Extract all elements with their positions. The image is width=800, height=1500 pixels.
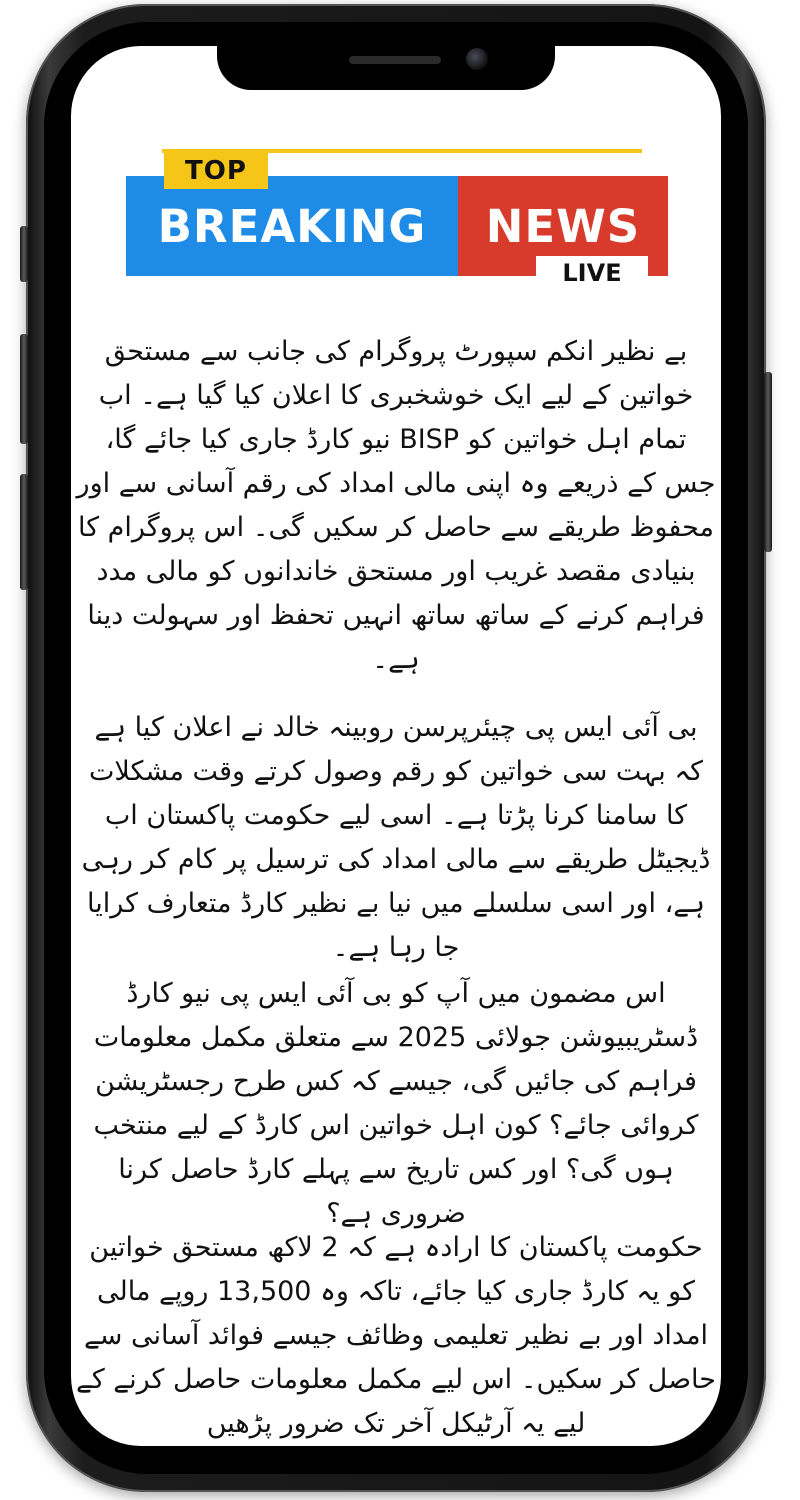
volume-down-button	[20, 474, 28, 590]
silent-switch	[20, 226, 28, 282]
volume-up-button	[20, 334, 28, 444]
banner-top-tag: TOP	[164, 153, 268, 189]
article-paragraph: اس مضمون میں آپ کو بی آئی ایس پی نیو کارڈ ڈسٹریبیوشن جولائی 2025 سے متعلق مکمل معلومات فراہم کی جائیں گی، جیسے کہ کس طرح رجسٹریشن کروائی جائے؟ کون اہل خواتین اس کارڈ کے لیے منتخب ہوں گی؟ اور کس تاریخ سے پہلے کارڈ حاصل کرنا ضروری ہے؟	[93, 978, 699, 1229]
notch	[217, 46, 555, 90]
front-camera-icon	[466, 48, 488, 70]
article-paragraph: بی آئی ایس پی چیئرپرسن روبینہ خالد نے اعلان کیا ہے کہ بہت سی خواتین کو رقم وصول کرتے وقت مشکلات کا سامنا کرنا پڑتا ہے۔ اسی لیے حکومت پاکستان اب ڈیجیٹل طریقے سے مالی امداد کی ترسیل پر کام کر رہی ہے، اور اسی سلسلے میں نیا بے نظیر کارڈ متعارف کرایا جا رہا ہے۔	[81, 712, 711, 963]
banner-breaking: BREAKING	[126, 176, 458, 276]
article-paragraph: حکومت پاکستان کا ارادہ ہے کہ 2 لاکھ مستحق خواتین کو یہ کارڈ جاری کیا جائے، تاکہ وہ 13,500 روپے مالی امداد اور بے نظیر تعلیمی وظائف جیسے فوائد آسانی سے حاصل کر سکیں۔ اس لیے مکمل معلومات حاصل کرنے کے لیے یہ آرٹیکل آخر تک ضرور پڑھیں	[76, 1232, 716, 1439]
banner-news: NEWS	[458, 176, 668, 276]
power-button	[764, 372, 772, 552]
banner-live-tag: LIVE	[536, 256, 648, 290]
article-paragraph: بے نظیر انکم سپورٹ پروگرام کی جانب سے مستحق خواتین کے لیے ایک خوشخبری کا اعلان کیا گیا ہے۔ اب تمام اہل خواتین کو BISP نیو کارڈ جاری کیا جائے گا، جس کے ذریعے وہ اپنی مالی امداد کی رقم آسانی سے اور محفوظ طریقے سے حاصل کر سکیں گی۔ اس پروگرام کا بنیادی مقصد غریب اور مستحق خاندانوں کو مالی مدد فراہم کرنے کے ساتھ ساتھ انہیں تحفظ اور سہولت دینا ہے۔	[76, 336, 716, 675]
speaker-grille	[349, 56, 441, 64]
